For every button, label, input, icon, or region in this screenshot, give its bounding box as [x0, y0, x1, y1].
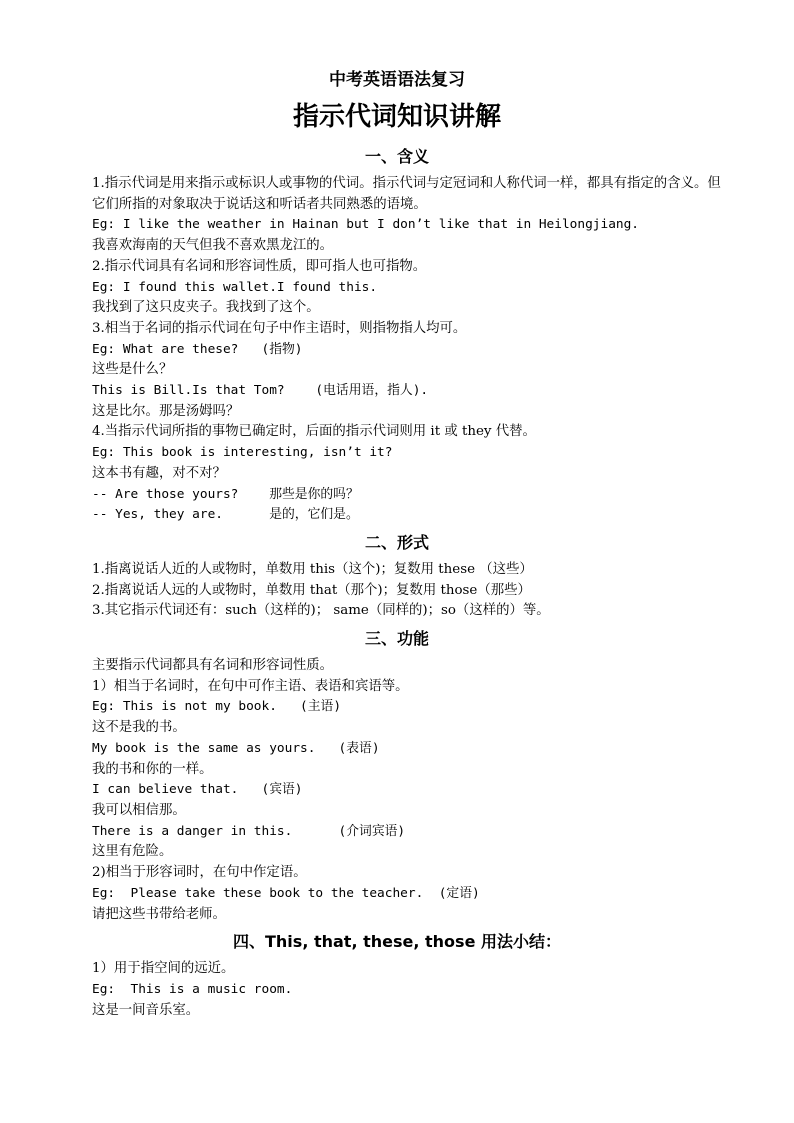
paragraph-line: My book is the same as yours. (表语): [92, 740, 380, 756]
paragraph-line: Eg: What are these? (指物): [92, 341, 303, 357]
paragraph-line: 3.相当于名词的指示代词在句子中作主语时，则指物指人均可。: [92, 320, 467, 336]
paragraph-line: 2.指离说话人远的人或物时，单数用 that（那个)；复数用 those（那些）: [92, 582, 531, 598]
paragraph-line: This is Bill.Is that Tom? (电话用语，指人).: [92, 383, 429, 399]
section-heading-function: 三、功能: [364, 629, 429, 649]
paragraph-line: 1.指离说话人近的人或物时，单数用 this（这个)；复数用 these （这些）: [92, 561, 533, 577]
paragraph-line: 我找到了这只皮夹子。我找到了这个。: [92, 300, 320, 316]
section-heading-meaning: 一、含义: [364, 147, 429, 166]
paragraph-line: 这是一间音乐室。: [92, 1002, 200, 1018]
paragraph-line: Eg: This book is interesting, isn’t it?: [92, 445, 393, 461]
paragraph-line: 我可以相信那。: [92, 802, 186, 818]
paragraph-line: 1）相当于名词时，在句中可作主语、表语和宾语等。: [92, 678, 409, 694]
paragraph-line: Eg: This is not my book. (主语): [92, 699, 342, 715]
paragraph-line: -- Are those yours? 那些是你的吗？: [92, 486, 359, 502]
paragraph-line: 我喜欢海南的天气但我不喜欢黑龙江的。: [92, 238, 334, 254]
paragraph-line: Eg: I found this wallet.I found this.: [92, 279, 378, 295]
paragraph-line: Eg: I like the weather in Hainan but I don’t like that in Heilongjiang.: [92, 217, 640, 233]
paragraph-line: Eg: Please take these book to the teacher. (定语): [92, 885, 480, 901]
paragraph-line: 1.指示代词是用来指示或标识人或事物的代词。指示代词与定冠词和人称代词一样，都具有指定的含义。但它们所指的对象取决于说话这和听话者共同熟悉的语境。: [92, 176, 721, 212]
paragraph-line: 这不是我的书。: [92, 720, 186, 736]
paragraph-line: 这是比尔。那是汤姆吗？: [92, 403, 240, 419]
document-title: 指示代词知识讲解: [292, 102, 501, 132]
paragraph-line: I can believe that. (宾语): [92, 782, 303, 798]
document-supertitle: 中考英语语法复习: [329, 70, 465, 90]
paragraph-line: 这里有危险。: [92, 844, 173, 860]
paragraph-line: 这些是什么？: [92, 362, 173, 378]
paragraph-line: 2)相当于形容词时，在句中作定语。: [92, 865, 307, 881]
paragraph-line: 2.指示代词具有名词和形容词性质，即可指人也可指物。: [92, 258, 427, 274]
paragraph-line: 4.当指示代词所指的事物已确定时，后面的指示代词则用 it 或 they 代替。: [92, 424, 536, 440]
paragraph-line: 主要指示代词都具有名词和形容词性质。: [92, 658, 334, 674]
section-heading-usage-summary: 四、This, that, these, those 用法小结：: [233, 932, 561, 952]
paragraph-line: 这本书有趣，对不对？: [92, 465, 226, 481]
paragraph-line: 1）用于指空间的远近。: [92, 961, 235, 977]
section-heading-form: 二、形式: [364, 532, 429, 552]
paragraph-line: 3.其它指示代词还有：such（这样的)； same（同样的)；so（这样的）等。: [92, 603, 550, 619]
paragraph-line: Eg: This is a music room.: [92, 981, 293, 997]
paragraph-line: 我的书和你的一样。: [92, 761, 213, 777]
paragraph-line: -- Yes, they are. 是的，它们是。: [92, 507, 359, 523]
paragraph-line: 请把这些书带给老师。: [92, 906, 226, 922]
paragraph-line: There is a danger in this. (介词宾语): [92, 823, 406, 839]
